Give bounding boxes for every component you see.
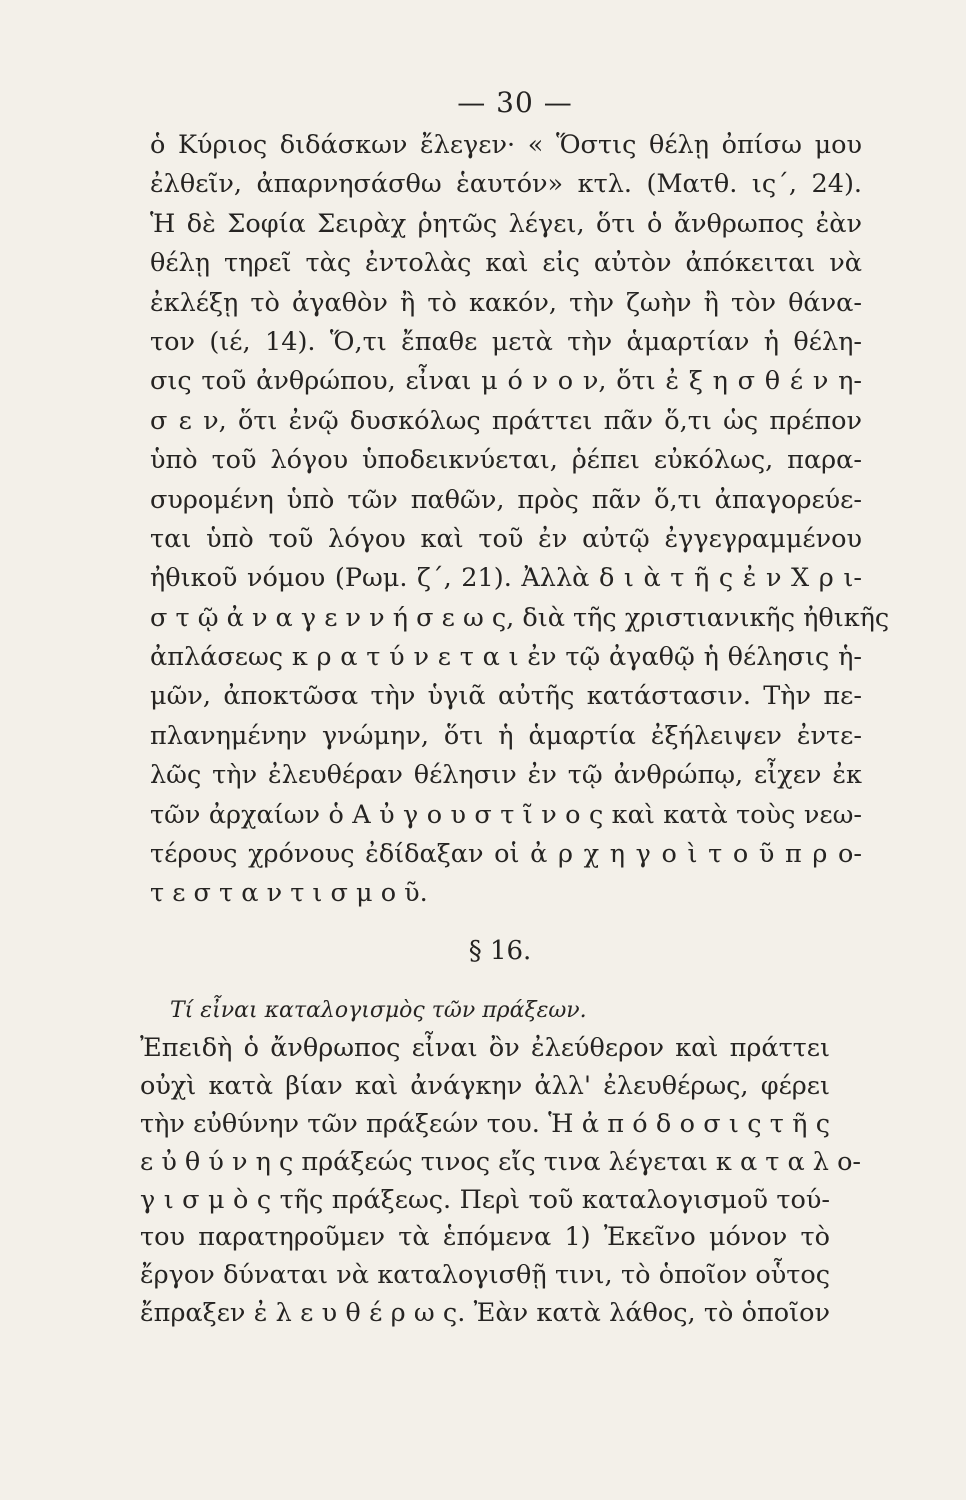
text-line: πλανημένην γνώμην, ὅτι ἡ ἁμαρτία ἐξήλειψεν ἐντε- — [150, 720, 862, 751]
section-paragraph — [140, 1030, 862, 1333]
text-line: ε ὐ θ ύ ν η ς πράξεώς τινος εἴς τινα λέγεται κ α τ α λ ο- — [140, 1146, 862, 1177]
text-line: σ ε ν, ὅτι ἐνῷ δυσκόλως πράττει πᾶν ὅ,τι ὡς πρέπον — [150, 405, 862, 436]
text-line: τῶν ἀρχαίων ὁ Α ὐ γ ο υ σ τ ῖ ν ο ς καὶ κατὰ τοὺς νεω- — [150, 799, 862, 830]
text-line: μῶν, ἀποκτῶσα τὴν ὑγιᾶ αὐτῆς κατάστασιν. Τὴν πε- — [150, 681, 862, 712]
text-line: θέλῃ τηρεῖ τὰς ἐντολὰς καὶ εἰς αὐτὸν ἀπόκειται νὰ — [150, 248, 862, 279]
text-line: του παρατηροῦμεν τὰ ἑπόμενα 1) Ἐκεῖνο μόνον τὸ — [140, 1222, 830, 1253]
text-line: ὑπὸ τοῦ λόγου ὑποδεικνύεται, ῥέπει εὐκόλως, παρα- — [150, 445, 862, 476]
text-line: ἔπραξεν ἐ λ ε υ θ έ ρ ω ς. Ἐὰν κατὰ λάθος, τὸ ὁποῖον — [140, 1298, 830, 1329]
text-line: ἐκλέξῃ τὸ ἀγαθὸν ἢ τὸ κακόν, τὴν ζωὴν ἢ τὸν θάνα- — [150, 287, 862, 318]
text-line: τέρους χρόνους ἐδίδαξαν οἱ ἀ ρ χ η γ ο ὶ τ ο ῦ π ρ ο- — [150, 839, 862, 870]
text-line: συρομένη ὑπὸ τῶν παθῶν, πρὸς πᾶν ὅ,τι ἀπαγορεύε- — [150, 484, 862, 515]
section-title: Τί εἶναι καταλογισμὸς τῶν πράξεων. — [170, 998, 587, 1023]
text-line: τ ε σ τ α ν τ ι σ μ ο ῦ. — [150, 878, 428, 909]
text-line: ἀπλάσεως κ ρ α τ ύ ν ε τ α ι ἐν τῷ ἀγαθῷ ἡ θέλησις ἡ- — [150, 642, 862, 673]
text-line: ὁ Κύριος διδάσκων ἔλεγεν· « Ὅστις θέλῃ ὀπίσω μου — [150, 130, 862, 160]
text-line: ται ὑπὸ τοῦ λόγου καὶ τοῦ ἐν αὐτῷ ἐγγεγραμμένου — [150, 523, 862, 554]
text-line: γ ι σ μ ὸ ς τῆς πράξεως. Περὶ τοῦ καταλογισμοῦ τού- — [140, 1184, 830, 1215]
text-line: οὐχὶ κατὰ βίαν καὶ ἀνάγκην ἀλλ' ἐλευθέρως, φέρει — [140, 1070, 830, 1101]
text-line: τον (ιέ, 14). Ὅ,τι ἔπαθε μετὰ τὴν ἁμαρτίαν ἡ θέλη- — [150, 326, 862, 357]
section-heading: § 16. — [468, 936, 532, 966]
text-line: σ τ ῷ ἀ ν α γ ε ν ν ή σ ε ω ς, διὰ τῆς χριστιανικῆς ἠθικῆς — [150, 602, 890, 633]
main-paragraph — [150, 126, 890, 914]
text-line: Ἡ δὲ Σοφία Σειρὰχ ῥητῶς λέγει, ὅτι ὁ ἄνθρωπος ἐὰν — [150, 208, 862, 239]
text-line: λῶς τὴν ἐλευθέραν θέλησιν ἐν τῷ ἀνθρώπῳ, εἶχεν ἐκ — [150, 760, 862, 791]
text-line: ἠθικοῦ νόμου (Ρωμ. ζ΄, 21). Ἀλλὰ δ ι ὰ τ ῆ ς ἐ ν Χ ρ ι- — [150, 563, 862, 594]
text-line: ἐλθεῖν, ἀπαρνησάσθω ἑαυτόν» κτλ. (Ματθ. ις΄, 24). — [150, 169, 862, 200]
text-line: τὴν εὐθύνην τῶν πράξεών του. Ἡ ἀ π ό δ ο σ ι ς τ ῆ ς — [140, 1108, 830, 1139]
text-line: ἔργον δύναται νὰ καταλογισθῇ τινι, τὸ ὁποῖον οὗτος — [140, 1260, 830, 1291]
text-line: σις τοῦ ἀνθρώπου, εἶναι μ ό ν ο ν, ὅτι ἐ ξ η σ θ έ ν η- — [150, 366, 862, 397]
page-number: — 30 — — [457, 86, 573, 119]
text-line: Ἐπειδὴ ὁ ἄνθρωπος εἶναι ὂν ἐλεύθερον καὶ πράττει — [140, 1033, 830, 1063]
